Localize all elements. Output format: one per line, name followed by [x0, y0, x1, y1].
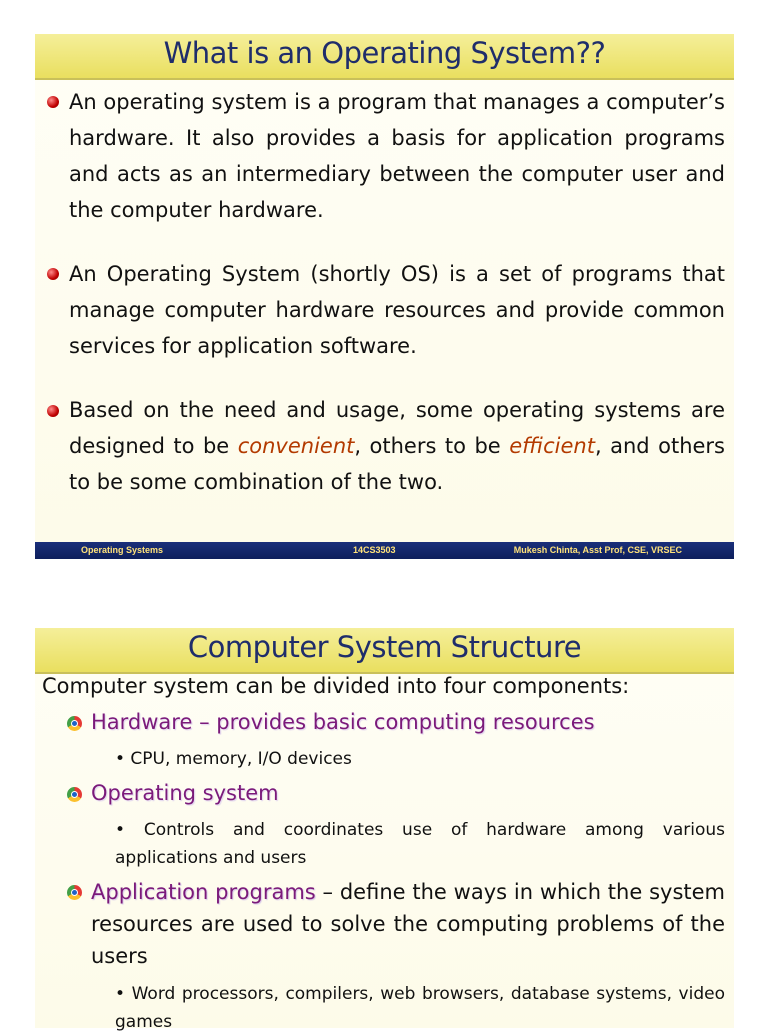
slide-footer — [35, 542, 734, 559]
emphasis-efficient: efficient — [509, 434, 595, 458]
emphasis-convenient: convenient — [237, 434, 355, 458]
intro-text: Computer system can be divided into four components: — [42, 674, 630, 698]
heading-operating-system: Operating system — [91, 781, 279, 805]
item-operating-system: • Controls and coordinates use of hardware among various applications and users — [115, 820, 725, 868]
heading-hardware: Hardware – provides basic computing resources — [91, 710, 595, 734]
footer-code: 14CS3503 — [353, 545, 396, 555]
paragraph-application-programs — [91, 876, 725, 972]
paragraph-goals — [69, 392, 725, 500]
title-bar — [35, 628, 734, 674]
chrome-bullet-icon — [67, 716, 82, 731]
text-fragment: Based on the need and usage, some operating systems are designed to be — [69, 398, 725, 458]
slide-system-structure — [35, 628, 734, 1032]
footer-course: Operating Systems — [81, 545, 164, 555]
slide-title: What is an Operating System?? — [163, 36, 606, 70]
paragraph-os-programs: An Operating System (shortly OS) is a set of programs that manage computer hardware resources and provide common services for application software. — [69, 262, 725, 358]
footer-author: Mukesh Chinta, Asst Prof, CSE, VRSEC — [513, 545, 682, 555]
title-bar — [35, 34, 734, 80]
text-fragment: , others to be — [354, 434, 510, 458]
paragraph-definition: An operating system is a program that manages a computer’s hardware. It also provides a basis for application programs and acts as an intermediary between the computer user and the computer hardware. — [69, 90, 725, 222]
item-application-programs: • Word processors, compilers, web browsers, database systems, video games — [115, 984, 725, 1032]
text-fragment: – define the ways in which the system resources are used to solve the computing problems of the users — [91, 880, 726, 968]
text-fragment: , and others to be some combination of the two. — [69, 434, 726, 494]
bullet-icon — [47, 405, 59, 417]
bullet-icon — [47, 96, 59, 108]
chrome-bullet-icon — [67, 787, 82, 802]
slide-title: Computer System Structure — [187, 630, 582, 664]
slide-operating-system — [35, 34, 734, 559]
bullet-icon — [47, 268, 59, 280]
item-hardware: • CPU, memory, I/O devices — [115, 749, 352, 769]
heading-application-programs: Application programs — [91, 880, 316, 904]
chrome-bullet-icon — [67, 885, 82, 900]
